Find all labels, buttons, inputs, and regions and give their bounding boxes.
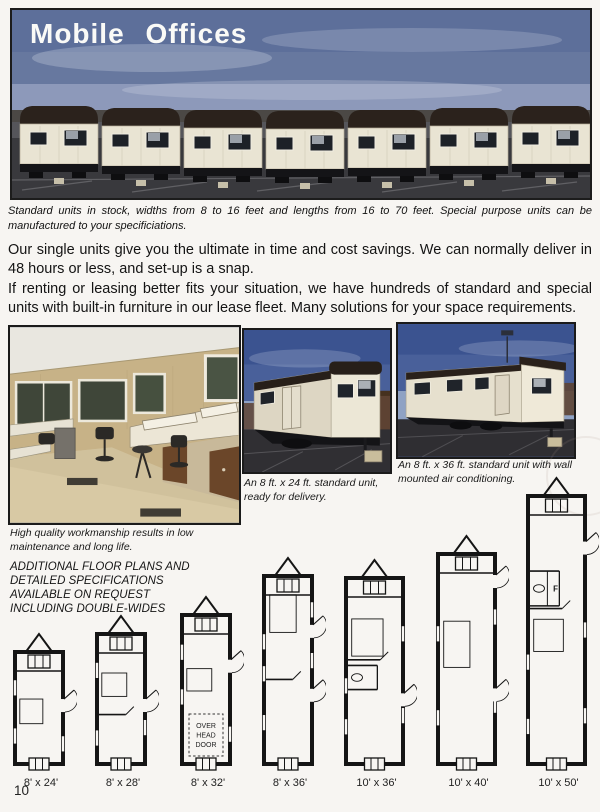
floor-plan-8x36 <box>254 554 326 789</box>
floor-plan-10x50 <box>518 474 599 789</box>
interior-photo-caption: High quality workmanship results in low maintenance and long life. <box>10 527 194 553</box>
floor-plan-drawing <box>254 554 326 772</box>
floor-plan-label: 8' x 36' <box>272 777 308 789</box>
trailer-8x24-illustration <box>244 330 390 472</box>
floor-plan-label: 8' x 24' <box>23 777 59 789</box>
toilet-icon <box>534 585 545 593</box>
unit-8x36-caption: An 8 ft. x 36 ft. standard unit with wall mounted air conditioning. <box>398 459 572 485</box>
floor-plan-drawing <box>428 532 509 772</box>
floor-plan-drawing <box>336 556 417 772</box>
body-paragraph: Our single units give you the ultimate in time and cost savings. We can normally deliver in 48 hours or less, and set-up is a snap. <box>8 242 592 277</box>
trailer-8x36-illustration <box>398 324 574 457</box>
entry-steps <box>365 758 385 770</box>
entry-steps <box>111 758 131 770</box>
entry-steps <box>196 758 216 770</box>
floor-plan-8x32 <box>172 593 244 789</box>
body-paragraph: If renting or leasing better fits your situation, we have hundreds of standard and special units with built-in furniture in our lease fleet. Many solutions for your space requirements. <box>8 281 592 316</box>
floor-plan-drawing <box>518 474 599 772</box>
floor-plan-10x36 <box>336 556 417 789</box>
entry-steps <box>29 758 49 770</box>
furnace-label: F <box>553 584 558 594</box>
entry-steps <box>278 758 298 770</box>
page-title: Mobile Offices <box>30 18 248 49</box>
entry-steps <box>547 758 567 770</box>
overhead-door-label: OVER <box>196 723 216 730</box>
overhead-door-label: DOOR <box>195 742 217 749</box>
unit-photo-8x36 <box>396 322 576 459</box>
floor-plan-10x40 <box>428 532 509 789</box>
floor-plan-label: 10' x 40' <box>448 777 489 789</box>
interior-photo <box>8 325 241 525</box>
overhead-door-label: HEAD <box>196 732 216 740</box>
floor-plan-8x28 <box>87 612 159 789</box>
entry-steps <box>457 758 477 770</box>
floor-plan-drawing <box>87 612 159 772</box>
hero-caption: Standard units in stock, widths from 8 to 16 feet and lengths from 16 to 70 feet. Special purpose units can be manufactured to your specificiations. <box>8 205 592 232</box>
floor-plan-label: 8' x 32' <box>190 777 226 789</box>
floor-plan-label: 10' x 50' <box>538 777 579 789</box>
office-interior-illustration <box>10 327 239 523</box>
floor-plan-drawing <box>172 593 244 772</box>
toilet-icon <box>352 674 363 682</box>
floor-plan-drawing <box>5 630 77 772</box>
floor-plans-note: ADDITIONAL FLOOR PLANS AND DETAILED SPECIFICATIONS AVAILABLE ON REQUEST INCLUDING DOUBLE-WIDES <box>10 561 190 616</box>
unit-8x24-caption: An 8 ft. x 24 ft. standard unit, ready for delivery. <box>244 477 379 503</box>
floor-plan-8x24 <box>5 630 77 789</box>
floor-plan-label: 8' x 28' <box>105 777 141 789</box>
page-number: 10 <box>14 783 30 798</box>
floor-plan-label: 10' x 36' <box>356 777 397 789</box>
unit-photo-8x24 <box>242 328 392 474</box>
